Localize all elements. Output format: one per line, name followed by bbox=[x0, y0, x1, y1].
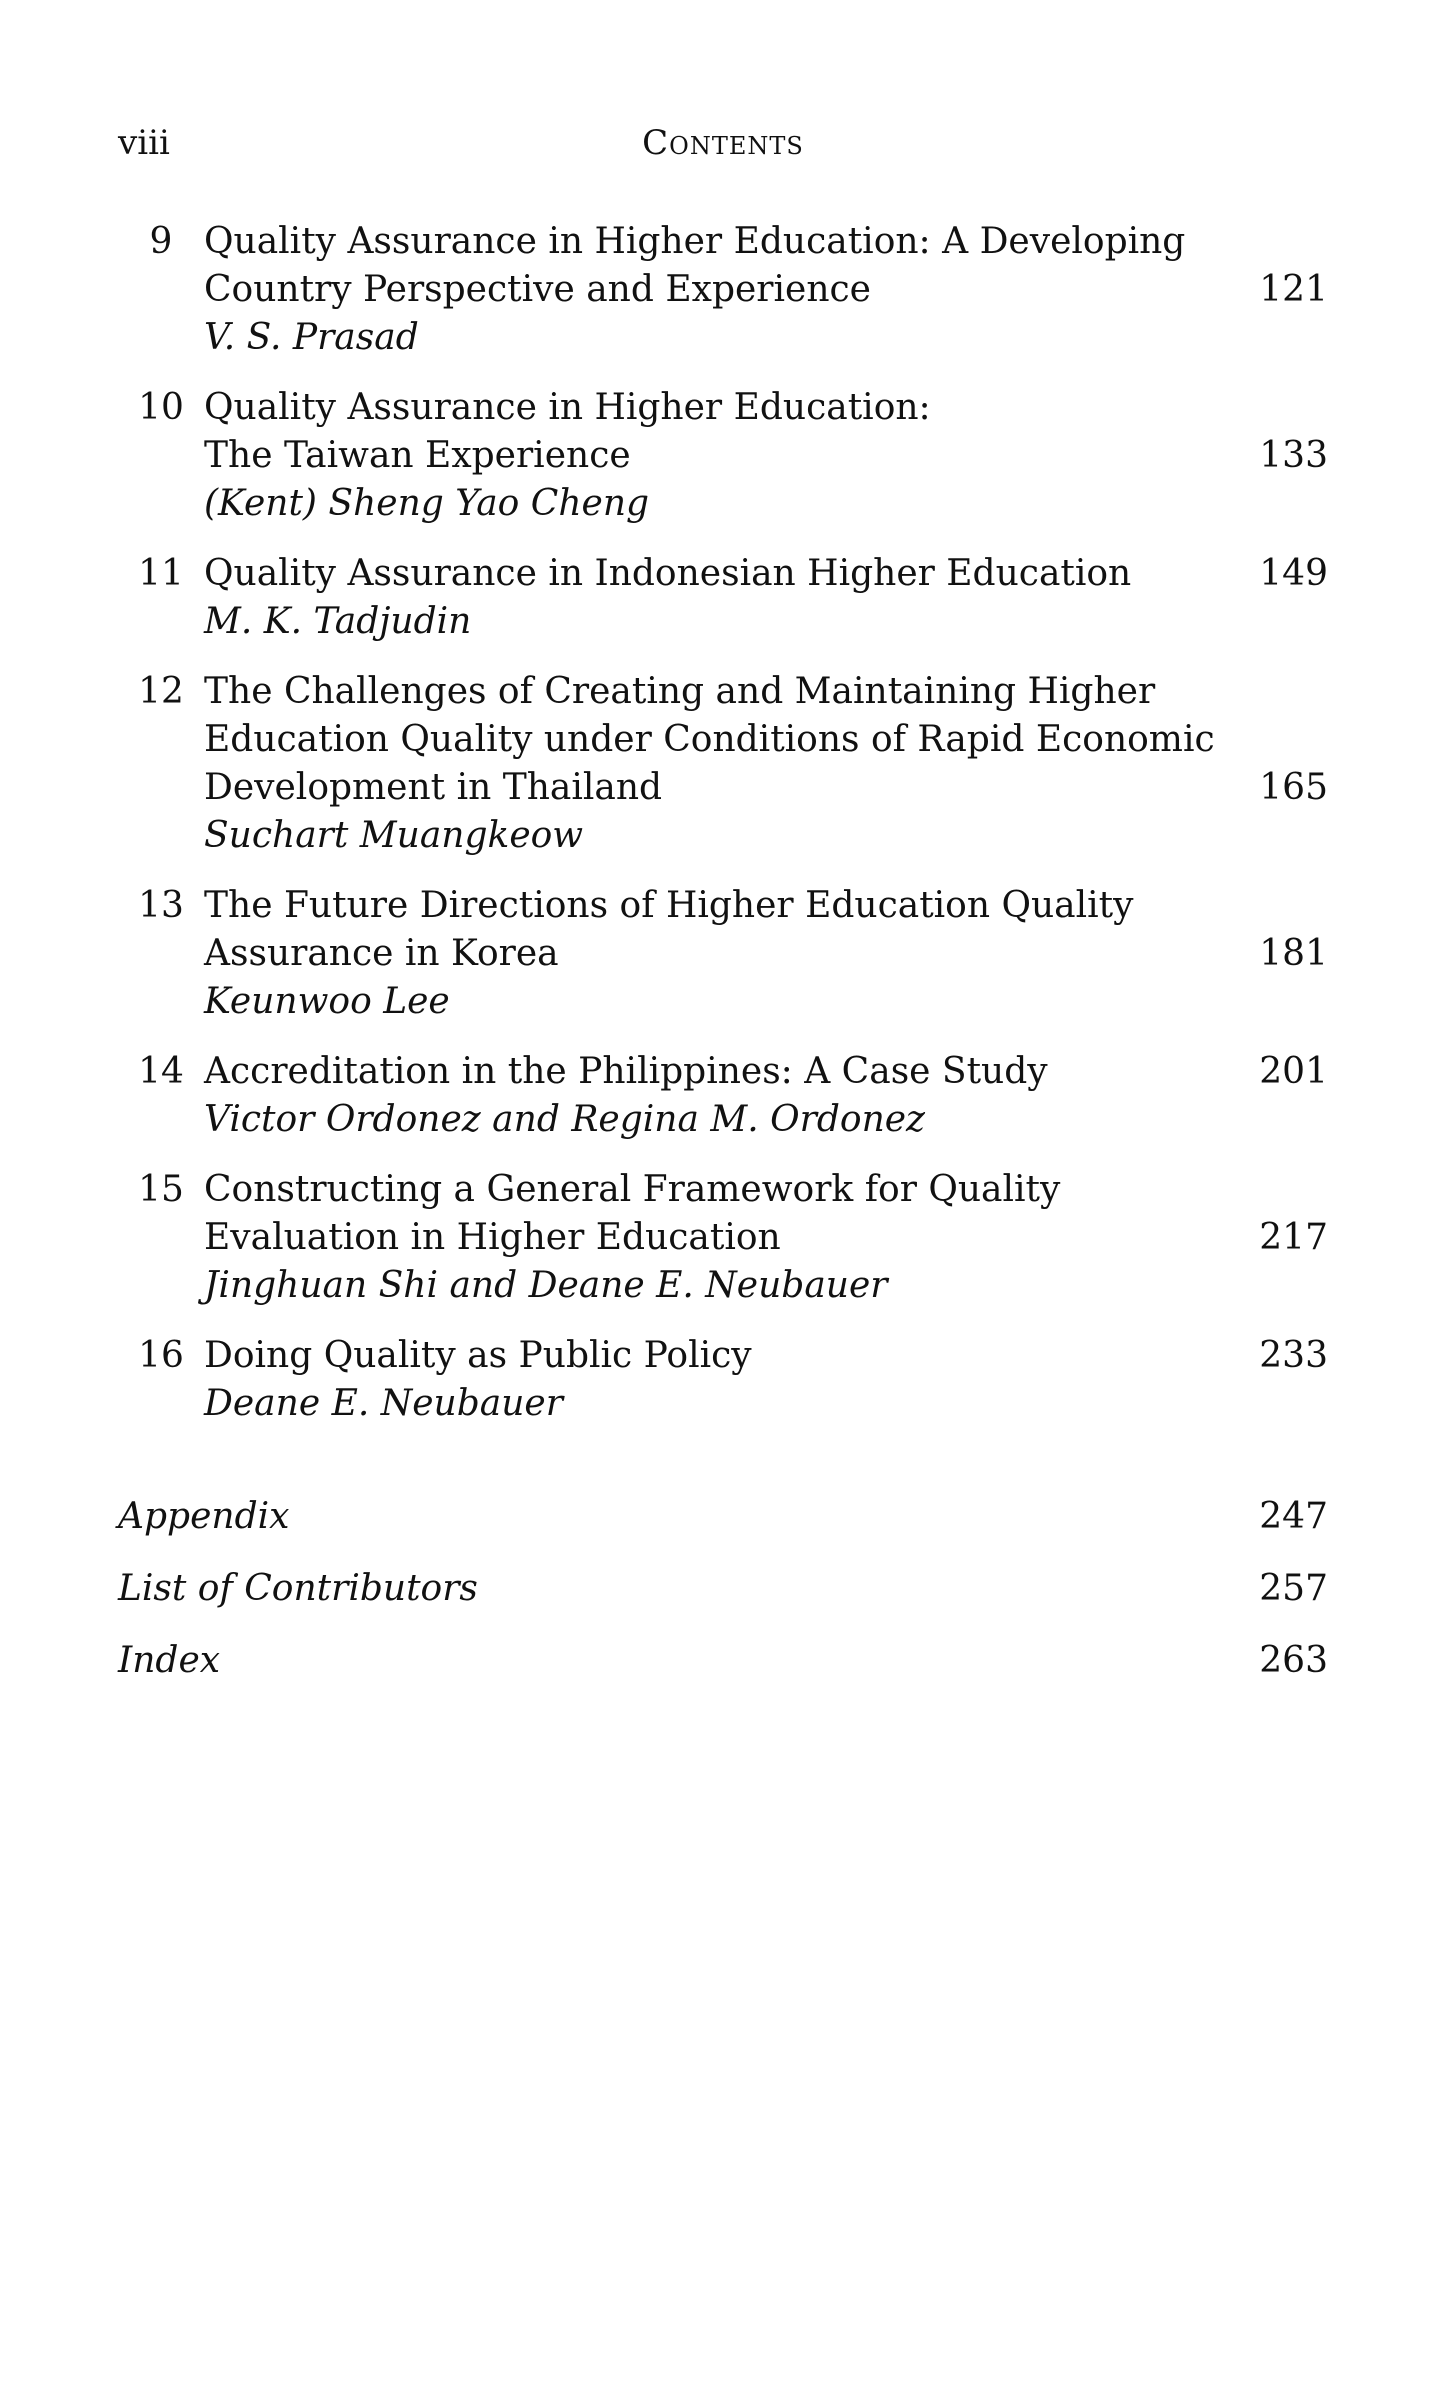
chapter-body bbox=[204, 218, 1218, 362]
chapter-title-line: Accreditation in the Philippines: A Case Study bbox=[204, 1051, 1048, 1092]
chapter-page: 201 bbox=[1259, 1051, 1328, 1092]
back-matter-page: 263 bbox=[1259, 1640, 1328, 1681]
toc-entry-chapter-15[interactable] bbox=[118, 1166, 1328, 1310]
table-of-contents bbox=[118, 218, 1328, 1450]
toc-entry-list-of-contributors[interactable] bbox=[118, 1565, 1328, 1613]
chapter-author: M. K. Tadjudin bbox=[204, 601, 472, 642]
chapter-author: Suchart Muangkeow bbox=[204, 815, 584, 856]
chapter-number: 12 bbox=[138, 671, 184, 712]
back-matter-label: Index bbox=[118, 1640, 221, 1681]
chapter-page: 133 bbox=[1259, 435, 1328, 476]
chapter-title-line: Evaluation in Higher Education bbox=[204, 1217, 781, 1258]
chapter-body bbox=[204, 668, 1218, 860]
back-matter-label: List of Contributors bbox=[118, 1568, 478, 1609]
toc-entry-chapter-14[interactable] bbox=[118, 1048, 1328, 1144]
chapter-title bbox=[204, 550, 1218, 598]
chapter-body bbox=[204, 882, 1218, 1026]
chapter-body bbox=[204, 550, 1218, 646]
chapter-body bbox=[204, 1166, 1218, 1310]
chapter-body bbox=[204, 384, 1218, 528]
chapter-page: 165 bbox=[1259, 767, 1328, 808]
chapter-page: 181 bbox=[1259, 933, 1328, 974]
toc-entry-chapter-16[interactable] bbox=[118, 1332, 1328, 1428]
chapter-number: 16 bbox=[138, 1335, 184, 1376]
toc-entry-chapter-9[interactable] bbox=[118, 218, 1328, 362]
running-head bbox=[118, 118, 1328, 168]
chapter-title bbox=[204, 218, 1218, 314]
chapter-author: (Kent) Sheng Yao Cheng bbox=[204, 483, 650, 524]
chapter-title-line: Education Quality under Conditions of Rapid Economic bbox=[204, 719, 1215, 760]
chapter-title-line: Country Perspective and Experience bbox=[204, 269, 871, 310]
chapter-page: 217 bbox=[1259, 1217, 1328, 1258]
chapter-body bbox=[204, 1048, 1218, 1144]
toc-entry-appendix[interactable] bbox=[118, 1493, 1328, 1541]
toc-entry-chapter-12[interactable] bbox=[118, 668, 1328, 860]
chapter-author: Keunwoo Lee bbox=[204, 981, 450, 1022]
chapter-number: 13 bbox=[138, 885, 184, 926]
chapter-title bbox=[204, 1048, 1218, 1096]
chapter-title-line: Assurance in Korea bbox=[204, 933, 559, 974]
chapter-title-line: Quality Assurance in Higher Education: A Developing bbox=[204, 221, 1186, 262]
chapter-title bbox=[204, 882, 1218, 978]
chapter-title bbox=[204, 668, 1218, 812]
chapter-title-line: The Future Directions of Higher Education Quality bbox=[204, 885, 1134, 926]
chapter-title-line: Constructing a General Framework for Quality bbox=[204, 1169, 1061, 1210]
page-number: viii bbox=[118, 123, 170, 163]
chapter-page: 121 bbox=[1259, 269, 1328, 310]
chapter-title-line: The Taiwan Experience bbox=[204, 435, 631, 476]
chapter-author: Deane E. Neubauer bbox=[204, 1383, 563, 1424]
toc-entry-index[interactable] bbox=[118, 1637, 1328, 1685]
running-head-title: Contents bbox=[642, 123, 804, 163]
chapter-title bbox=[204, 1166, 1218, 1262]
chapter-number: 11 bbox=[138, 553, 184, 594]
toc-entry-chapter-11[interactable] bbox=[118, 550, 1328, 646]
chapter-title bbox=[204, 1332, 1218, 1380]
toc-entry-chapter-13[interactable] bbox=[118, 882, 1328, 1026]
chapter-page: 233 bbox=[1259, 1335, 1328, 1376]
chapter-number: 9 bbox=[149, 221, 173, 262]
chapter-number: 15 bbox=[138, 1169, 184, 1210]
chapter-title-line: Development in Thailand bbox=[204, 767, 663, 808]
chapter-title-line: The Challenges of Creating and Maintaining Higher bbox=[204, 671, 1156, 712]
back-matter bbox=[118, 1493, 1328, 1709]
chapter-page: 149 bbox=[1259, 553, 1328, 594]
back-matter-page: 247 bbox=[1259, 1496, 1328, 1537]
chapter-author: Jinghuan Shi and Deane E. Neubauer bbox=[204, 1265, 888, 1306]
back-matter-label: Appendix bbox=[118, 1496, 290, 1537]
chapter-title-line: Doing Quality as Public Policy bbox=[204, 1335, 752, 1376]
chapter-body bbox=[204, 1332, 1218, 1428]
chapter-title-line: Quality Assurance in Indonesian Higher Education bbox=[204, 553, 1132, 594]
back-matter-page: 257 bbox=[1259, 1568, 1328, 1609]
chapter-author: V. S. Prasad bbox=[204, 317, 419, 358]
chapter-number: 10 bbox=[138, 387, 184, 428]
toc-entry-chapter-10[interactable] bbox=[118, 384, 1328, 528]
chapter-title bbox=[204, 384, 1218, 480]
chapter-title-line: Quality Assurance in Higher Education: bbox=[204, 387, 931, 428]
chapter-number: 14 bbox=[138, 1051, 184, 1092]
chapter-author: Victor Ordonez and Regina M. Ordonez bbox=[204, 1099, 926, 1140]
